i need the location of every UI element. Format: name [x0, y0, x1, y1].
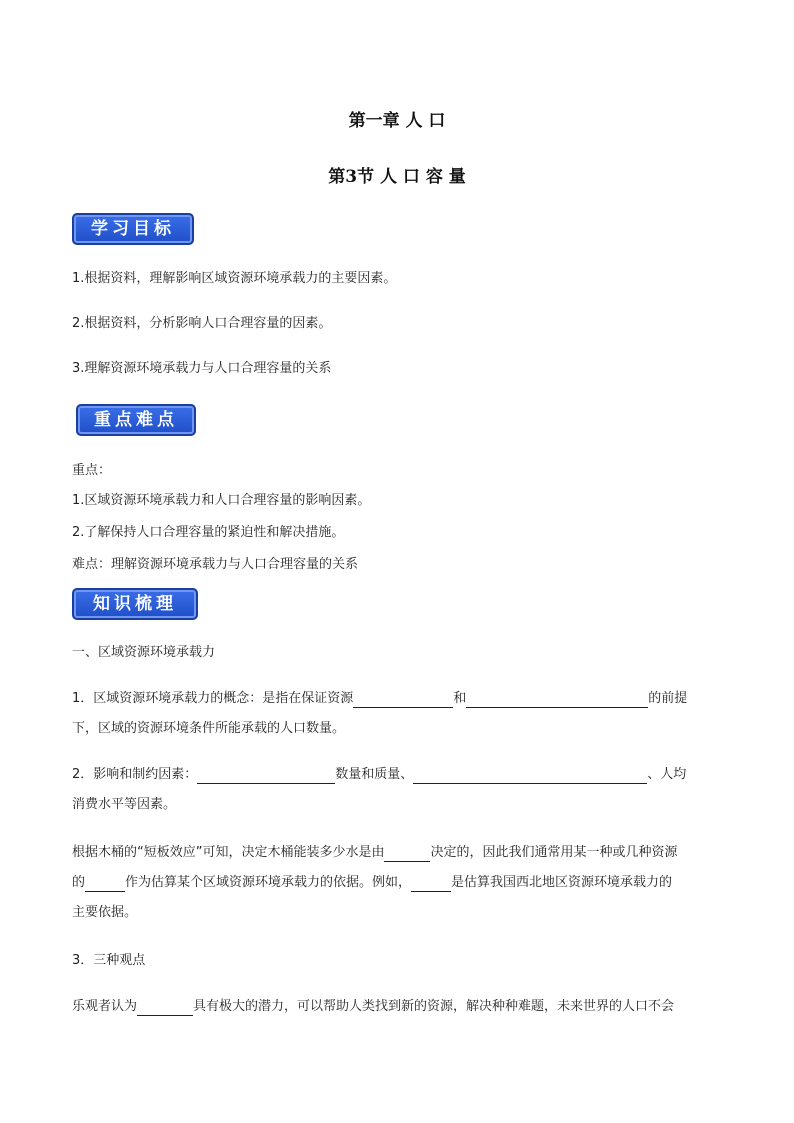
- key-point-item-1: 1.区域资源环境承载力和人口合理容量的影响因素。: [72, 493, 371, 508]
- paragraph-text: 的前提: [648, 691, 688, 706]
- key-points-label: 重点：: [72, 463, 112, 478]
- paragraph-text: 乐观者认为: [72, 999, 138, 1014]
- paragraph-text: 的: [72, 875, 86, 890]
- badge-knowledge: 知识梳理: [72, 588, 198, 620]
- paragraph-short-board: [72, 844, 678, 862]
- badge-learning-goals: 学习目标: [72, 213, 194, 245]
- chapter-title: 第一章 人 口: [348, 111, 446, 131]
- goal-item-3: 3.理解资源环境承载力与人口合理容量的关系: [72, 361, 332, 376]
- section-heading-carrying-capacity: 一、区域资源环境承载力: [72, 645, 216, 660]
- paragraph-text: 是估算我国西北地区资源环境承载力的: [451, 875, 673, 890]
- paragraph-factors-cont: 消费水平等因素。: [72, 797, 177, 812]
- fill-blank[interactable]: [137, 1001, 193, 1016]
- paragraph-concept: [72, 690, 687, 708]
- goal-item-2: 2.根据资料，分析影响人口合理容量的因素。: [72, 316, 332, 331]
- paragraph-factors: [72, 766, 686, 784]
- paragraph-short-board-end: 主要依据。: [72, 905, 138, 920]
- paragraph-text: 2．影响和制约因素：: [72, 767, 198, 782]
- paragraph-text: 1．区域资源环境承载力的概念：是指在保证资源: [72, 691, 354, 706]
- paragraph-text: 、人均: [647, 767, 687, 782]
- paragraph-text: 根据木桶的“短板效应”可知，决定木桶能装多少水是由: [72, 845, 385, 860]
- section-title: 第3节 人 口 容 量: [328, 167, 466, 187]
- paragraph-text: 数量和质量、: [335, 767, 414, 782]
- goal-item-1: 1.根据资料，理解影响区域资源环境承载力的主要因素。: [72, 271, 397, 286]
- fill-blank[interactable]: [413, 769, 647, 784]
- paragraph-text: 作为估算某个区域资源环境承载力的依据。例如，: [125, 875, 412, 890]
- fill-blank[interactable]: [411, 877, 451, 892]
- badge-key-points: 重点难点: [76, 404, 196, 436]
- paragraph-concept-cont: 下，区域的资源环境条件所能承载的人口数量。: [72, 721, 346, 736]
- paragraph-text: 具有极大的潜力，可以帮助人类找到新的资源，解决种种难题，未来世界的人口不会: [193, 999, 675, 1014]
- paragraph-short-board-cont: [72, 874, 672, 892]
- fill-blank[interactable]: [384, 847, 430, 862]
- paragraph-text: 决定的，因此我们通常用某一种或几种资源: [430, 845, 678, 860]
- paragraph-optimists: [72, 998, 674, 1016]
- fill-blank[interactable]: [466, 693, 648, 708]
- difficulty-text: 难点：理解资源环境承载力与人口合理容量的关系: [72, 557, 359, 572]
- fill-blank[interactable]: [197, 769, 335, 784]
- paragraph-text: 和: [453, 691, 467, 706]
- key-point-item-2: 2.了解保持人口合理容量的紧迫性和解决措施。: [72, 525, 345, 540]
- views-heading: 3．三种观点: [72, 953, 146, 968]
- fill-blank[interactable]: [353, 693, 453, 708]
- fill-blank[interactable]: [85, 877, 125, 892]
